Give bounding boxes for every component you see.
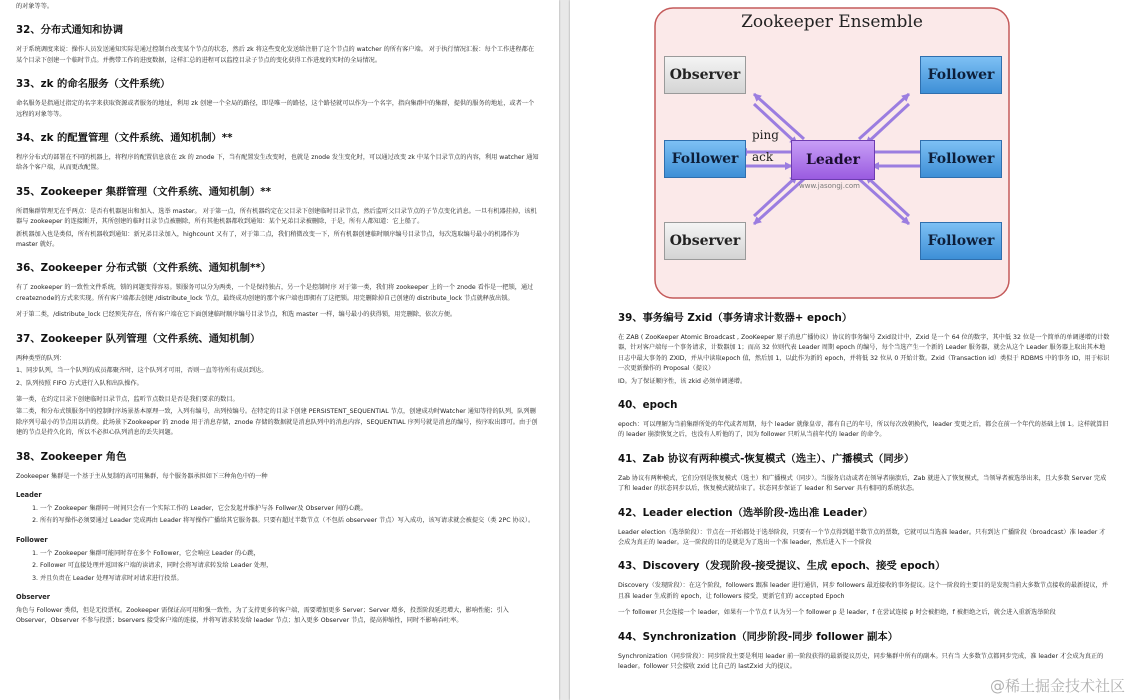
section-title: 34、zk 的配置管理（文件系统、通知机制）** — [16, 132, 233, 145]
paragraph: Zookeeper 集群是一个基于主从复制的高可用集群，每个服务器承担如下三种角色中的一种 — [16, 472, 268, 480]
paragraph: 1、同步队列，当一个队列的成员都聚齐时，这个队列才可用，否则一直等待所有成员到达。 — [16, 367, 268, 375]
ack-label: ack — [752, 150, 774, 164]
paragraph: Zab 协议有两种模式，它们分别是恢复模式（选主）和广播模式（同步）。当服务启动或者在领导者崩溃后，Zab 就进入了恢复模式，当领导者被选举出来，且大多数 Server 完成了和 leader 的状态同步以后，恢复模式就结束了。状态同步保证了 leader 和 Server 具有相同的系统状态。 — [618, 474, 1107, 493]
paragraph: Synchronization（同步阶段）：同步阶段主要是利用 leader 前一阶段获得的最新提议历史，同步集群中所有的副本。只有当 大多数节点都同步完成，准 leader 才会成为真正的 leader。follower 只会接收 zxid 比自己的 lastZxid 大的提议。 — [618, 652, 1104, 671]
diagram-title: Zookeeper Ensemble — [741, 12, 923, 32]
paragraph: 2、队列按照 FIFO 方式进行入队和出队操作。 — [16, 379, 143, 387]
leader-list — [16, 504, 539, 527]
list-item: 1. 一个 Zookeeper 集群可能同时存在多个 Follower，它会响应 Leader 的心跳， — [40, 549, 539, 559]
paragraph: ID。为了保证顺序性，该 zkid 必须单调递增。 — [618, 377, 747, 385]
paragraph: 新机器加入也是类似，所有机器收到通知：新兄弟目录加入，highcount 又有了，对于第二点，我们稍微改变一下，所有机器创建临时顺序编号目录节点，每次选取编号最小的机器作为 master 就好。 — [16, 230, 520, 249]
right-page — [570, 0, 1131, 700]
section-title: 36、Zookeeper 分布式锁（文件系统、通知机制**） — [16, 262, 272, 275]
section-title: 44、Synchronization（同步阶段-同步 follower 副本） — [618, 630, 899, 643]
section-title: 41、Zab 协议有两种模式-恢复模式（选主）、广播模式（同步） — [618, 452, 915, 465]
follower-list — [16, 549, 539, 584]
list-item: 3. 并且负责在 Leader 处理写请求时对请求进行投票。 — [40, 574, 539, 584]
top-fragment: 的对象等等。 — [16, 3, 54, 10]
paragraph: 第一类，在约定目录下创建临时目录节点，监听节点数目是否是我们要求的数目。 — [16, 395, 239, 403]
role-heading-observer: Observer — [16, 592, 50, 601]
paragraph: 在 ZAB ( ZooKeeper Atomic Broadcast , ZooKeeper 原子消息广播协议）协议的事务编号 Zxid设计中，Zxid 是一个 64 位的数字，其中低 32 位是一个简单的单调递增的计数器，针对客户端每一个事务请求，计数器加 1；而高 32 位则代表 Leader 周期 epoch 的编号，每个当选产生一个新的 Leader 服务器，就会从这个 Leader 服务器上取出其本地日志中最大事务的 ZXID，并从中读取epoch 值，然后加 1，以此作为新的 epoch，并将低 32 位从 0 开始计数。Zxid（Transaction id）类似于 RDBMS 中的事务 ID，用于标识一次更新操作的 Proposal（提议） — [618, 334, 1110, 373]
follower-node: Follower — [920, 56, 1002, 94]
paragraph: 对于第二类，/distribute_lock 已经预先存在，所有客户端在它下面创建临时顺序编号目录节点，和选 master 一样，编号最小的获得锁，用完删除，依次方便。 — [16, 311, 457, 319]
leader-node: Leader — [791, 140, 875, 180]
paragraph: 两种类型的队列： — [16, 354, 66, 362]
section-title: 35、Zookeeper 集群管理（文件系统、通知机制）** — [16, 185, 272, 198]
paragraph: 所谓集群管理无在乎两点：是否有机器退出和加入、选举 master。 对于第一点，所有机器约定在父目录下创建临时目录节点，然后监听父目录节点的子节点变化消息。一旦有机器挂掉，该机器与 zookeeper 的连接断开，其所创建的临时目录节点被删除，所有其他机器都收到通知：某个兄弟目录被删除，于是，所有人都知道：它上船了。 — [16, 207, 537, 226]
follower-node: Follower — [664, 140, 746, 178]
follower-node: Follower — [920, 140, 1002, 178]
paragraph: 程序分布式的部署在不同的机器上，将程序的配置信息放在 zk 的 znode 下，当有配置发生改变时，也就是 znode 发生变化时，可以通过改变 zk 中某个目录节点的内容，利用 watcher 通知给各个客户端，从而更改配置。 — [16, 154, 539, 172]
paragraph: 角色与 Follower 类似，但是无投票权。Zookeeper 需保证高可用和强一致性，为了支持更多的客户端，需要增加更多 Server；Server 增多，投票阶段延迟增大，影响性能；引入 Observer，Observer 不参与投票；bservers 接受客户端的连接，并将写请求转发给 leader 节点；加入更多 Observer 节点，提高伸缩性，同时不影响吞吐率。 — [16, 606, 509, 625]
paragraph: 第二类，和分布式锁服务中的控制时序场景基本原理一致，入列有编号，出列按编号。在特定的目录下创建 PERSISTENT_SEQUENTIAL 节点，创建成功时Watcher 通知等待的队列，队列删除序列号最小的节点用以消费。此场景下Zookeeper 的 znode 用于消息存储，znode 存储的数据就是消息队列中的消息内容，SEQUENTIAL 序列号就是消息的编号，按序取出即可。由于创建的节点是持久化的，所以不必担心队列消息的丢失问题。 — [16, 408, 538, 437]
section-title: 43、Discovery（发现阶段-接受提议、生成 epoch、接受 epoch） — [618, 560, 946, 573]
zookeeper-ensemble-diagram — [654, 4, 1010, 300]
section-title: 37、Zookeeper 队列管理（文件系统、通知机制） — [16, 332, 261, 345]
section-title: 39、事务编号 Zxid（事务请求计数器+ epoch） — [618, 312, 853, 324]
observer-node: Observer — [664, 222, 746, 260]
list-item: 2. Follower 可直接处理并返回客户端的读请求，同时会将写请求转发给 Leader 处理， — [40, 561, 539, 571]
paragraph: 对于系统调度来说：操作人员发送通知实际是通过控制台改变某个节点的状态，然后 zk 将这些变化发送给注册了这个节点的 watcher 的所有客户端。 对于执行情况汇报：每个工作进程都在某个目录下创建一个临时节点。并携带工作的进度数据，这样汇总的进程可以监控目录子节点的变化获得工作进度的实时的全局情况。 — [16, 46, 535, 64]
role-heading-leader: Leader — [16, 490, 42, 499]
left-page — [0, 0, 559, 700]
section-title: 32、分布式通知和协调 — [16, 24, 124, 37]
section-title: 40、epoch — [618, 399, 678, 412]
paragraph: epoch：可以理解为当前集群所处的年代或者周期，每个 leader 就像皇帝，都有自己的年号，所以每次改朝换代，leader 变更之后，都会在前一个年代的基础上加 1。这样就算旧的 leader 崩溃恢复之后，也没有人听他的了，因为 follower 只听从当前年代的 leader 的命令。 — [618, 421, 1109, 439]
section-title: 33、zk 的命名服务（文件系统） — [16, 78, 171, 91]
list-item: 1. 一个 Zookeeper 集群同一时间只会有一个实际工作的 Leader，它会发起并维护与各 Follwer及 Observer 间的心跳。 — [40, 504, 539, 514]
section-title: 38、Zookeeper 角色 — [16, 450, 127, 463]
ping-label: ping — [752, 128, 779, 142]
corner-watermark: @稀土掘金技术社区 — [989, 677, 1125, 695]
paragraph: 一个 follower 只会连接一个 leader，如果有一个节点 f 认为另一个 follower p 是 leader，f 在尝试连接 p 时会被拒绝，f 被拒绝之后，就会进入重新选举阶段 — [618, 609, 1056, 617]
follower-node: Follower — [920, 222, 1002, 260]
list-item: 2. 所有的写操作必须要通过 Leader 完成再由 Leader 将写操作广播给其它服务器。只要有超过半数节点（不包括 observeer 节点）写入成功，该写请求就会被提交（类 2PC 协议）。 — [40, 516, 539, 526]
observer-node: Observer — [664, 56, 746, 94]
paragraph: Discovery（发现阶段）：在这个阶段，followers 跟准 leader 进行通信，同步 followers 最近接收的事务提议。这个一阶段的主要目的是发现当前大多数节点接收的最新提议，并且准 leader 生成新的 epoch，让 followers 接受，更新它们的 accepted Epoch — [618, 582, 1108, 600]
diagram-watermark: www.jasongj.com — [799, 182, 860, 190]
paragraph: 有了 zookeeper 的一致性文件系统，锁的问题变得容易。锁服务可以分为两类，一个是保持独占，另一个是控制时序 对于第一类，我们将 zookeeper 上的一个 znode 看作是一把锁，通过 createznode的方式来实现。所有客户端都去创建 /distribute_lock 节点，最终成功创建的那个客户端也即拥有了这把锁。用完删除掉自己创建的 distribute_lock 节点就释放出锁。 — [16, 284, 534, 302]
paragraph: 命名服务是指通过指定的名字来获取资源或者服务的地址，利用 zk 创建一个全局的路径，即是唯一的路径，这个路径就可以作为一个名字，指向集群中的集群，提供的服务的地址，或者一个远程的对象等等。 — [16, 100, 535, 118]
paragraph: Leader election（选举阶段）：节点在一开始都处于选举阶段，只要有一个节点得到超半数节点的票数，它就可以当选准 leader。只有到达 广播阶段（broadcast）准 leader 才会成为真正的 leader。这一阶段的目的是就是为了选出一个准 leader，然后进入下一个阶段 — [618, 528, 1106, 547]
section-title: 42、Leader election（选举阶段-选出准 Leader） — [618, 506, 874, 519]
role-heading-follower: Follower — [16, 535, 48, 544]
